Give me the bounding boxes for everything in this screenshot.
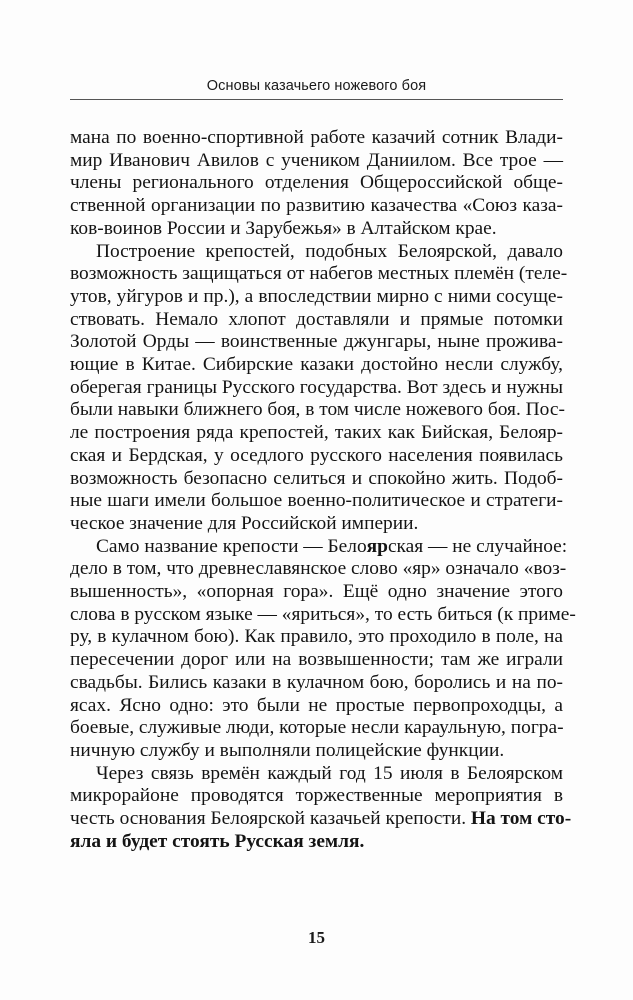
bold-closing-phrase: На том сто- — [470, 808, 572, 830]
text-line: слова в русском языке — «яриться», то есть биться (к приме- — [70, 603, 576, 625]
paragraph-3 — [70, 535, 576, 763]
text-line: члены регионального отделения Общероссийской обще- — [70, 172, 563, 194]
text-line: Через связь времён каждый год 15 июля в Белоярском — [96, 762, 563, 784]
text-line — [70, 808, 572, 831]
text-line: утов, уйгуров и пр.), а впоследствии мирно с ними сосуще- — [70, 285, 563, 307]
page-number: 15 — [308, 928, 325, 947]
text-line: ру, в кулачном бою). Как правило, это проходило в поле, на — [70, 626, 563, 648]
text-line: оберегая границы Русского государства. Вот здесь и нужны — [70, 376, 563, 398]
body-text — [70, 127, 576, 854]
text-line: свадьбы. Бились казаки в кулачном бою, боролись и на по- — [70, 671, 563, 693]
text-line: мир Иванович Авилов с учеником Даниилом. Все трое — — [70, 149, 563, 171]
header-rule — [70, 99, 563, 100]
paragraph-1 — [70, 127, 563, 241]
text-fragment: Само название крепости — Бело — [96, 535, 367, 557]
text-line: ков-воинов России и Зарубежья» в Алтайском крае. — [70, 217, 497, 239]
text-line: мана по военно-спортивной работе казачий сотник Влади- — [70, 127, 563, 148]
paragraph-2 — [70, 240, 568, 536]
text-line: боевые, служивые люди, которые несли караульную, погра- — [70, 717, 564, 739]
text-line: ская и Бердская, у оседлого русского населения появилась — [70, 444, 563, 466]
text-line: ственной организации по развитию казачества «Союз каза- — [70, 195, 563, 217]
text-line: возможность безопасно селиться и спокойно жить. Подоб- — [70, 467, 563, 489]
text-line: ле построения ряда крепостей, таких как Бийская, Белояр- — [70, 422, 563, 444]
running-head-title: Основы казачьего ножевого боя — [206, 78, 427, 94]
text-line: ческое значение для Российской империи. — [70, 512, 419, 534]
text-line: Золотой Орды — воинственные джунгары, ныне прожива- — [70, 331, 563, 353]
paragraph-4 — [70, 762, 572, 854]
text-line: ющие в Китае. Сибирские казаки достойно несли службу, — [70, 354, 563, 376]
emphasized-syllable: яр — [366, 535, 388, 557]
text-line: микрорайоне проводятся торжественные мероприятия в — [70, 785, 563, 807]
text-line: возможность защищаться от набегов местных племён (теле- — [70, 263, 568, 285]
text-line: дело в том, что древнеславянское слово «яр» означало «воз- — [70, 558, 567, 580]
text-fragment: честь основания Белоярской казачьей крепости. — [70, 808, 471, 830]
text-line: ясах. Ясно одно: это были не простые первопроходцы, а — [70, 694, 563, 716]
text-line: были навыки ближнего боя, в том числе ножевого боя. Пос- — [70, 399, 565, 421]
text-line: Построение крепостей, подобных Белоярской, давало — [96, 240, 563, 262]
text-line: ствовать. Немало хлопот доставляли и прямые потомки — [70, 308, 563, 330]
text-line — [70, 535, 568, 559]
bold-closing-line: яла и будет стоять Русская земля. — [70, 830, 365, 852]
text-line: вышенность», «опорная гора». Ещё одно значение этого — [70, 581, 563, 603]
text-fragment: ская — не случайное: — [387, 535, 568, 557]
text-line: ные шаги имели большое военно-политическое и стратеги- — [70, 490, 563, 512]
text-line: пересечении дорог или на возвышенности; там же играли — [70, 649, 563, 671]
text-line: ничную службу и выполняли полицейские функции. — [70, 739, 505, 761]
